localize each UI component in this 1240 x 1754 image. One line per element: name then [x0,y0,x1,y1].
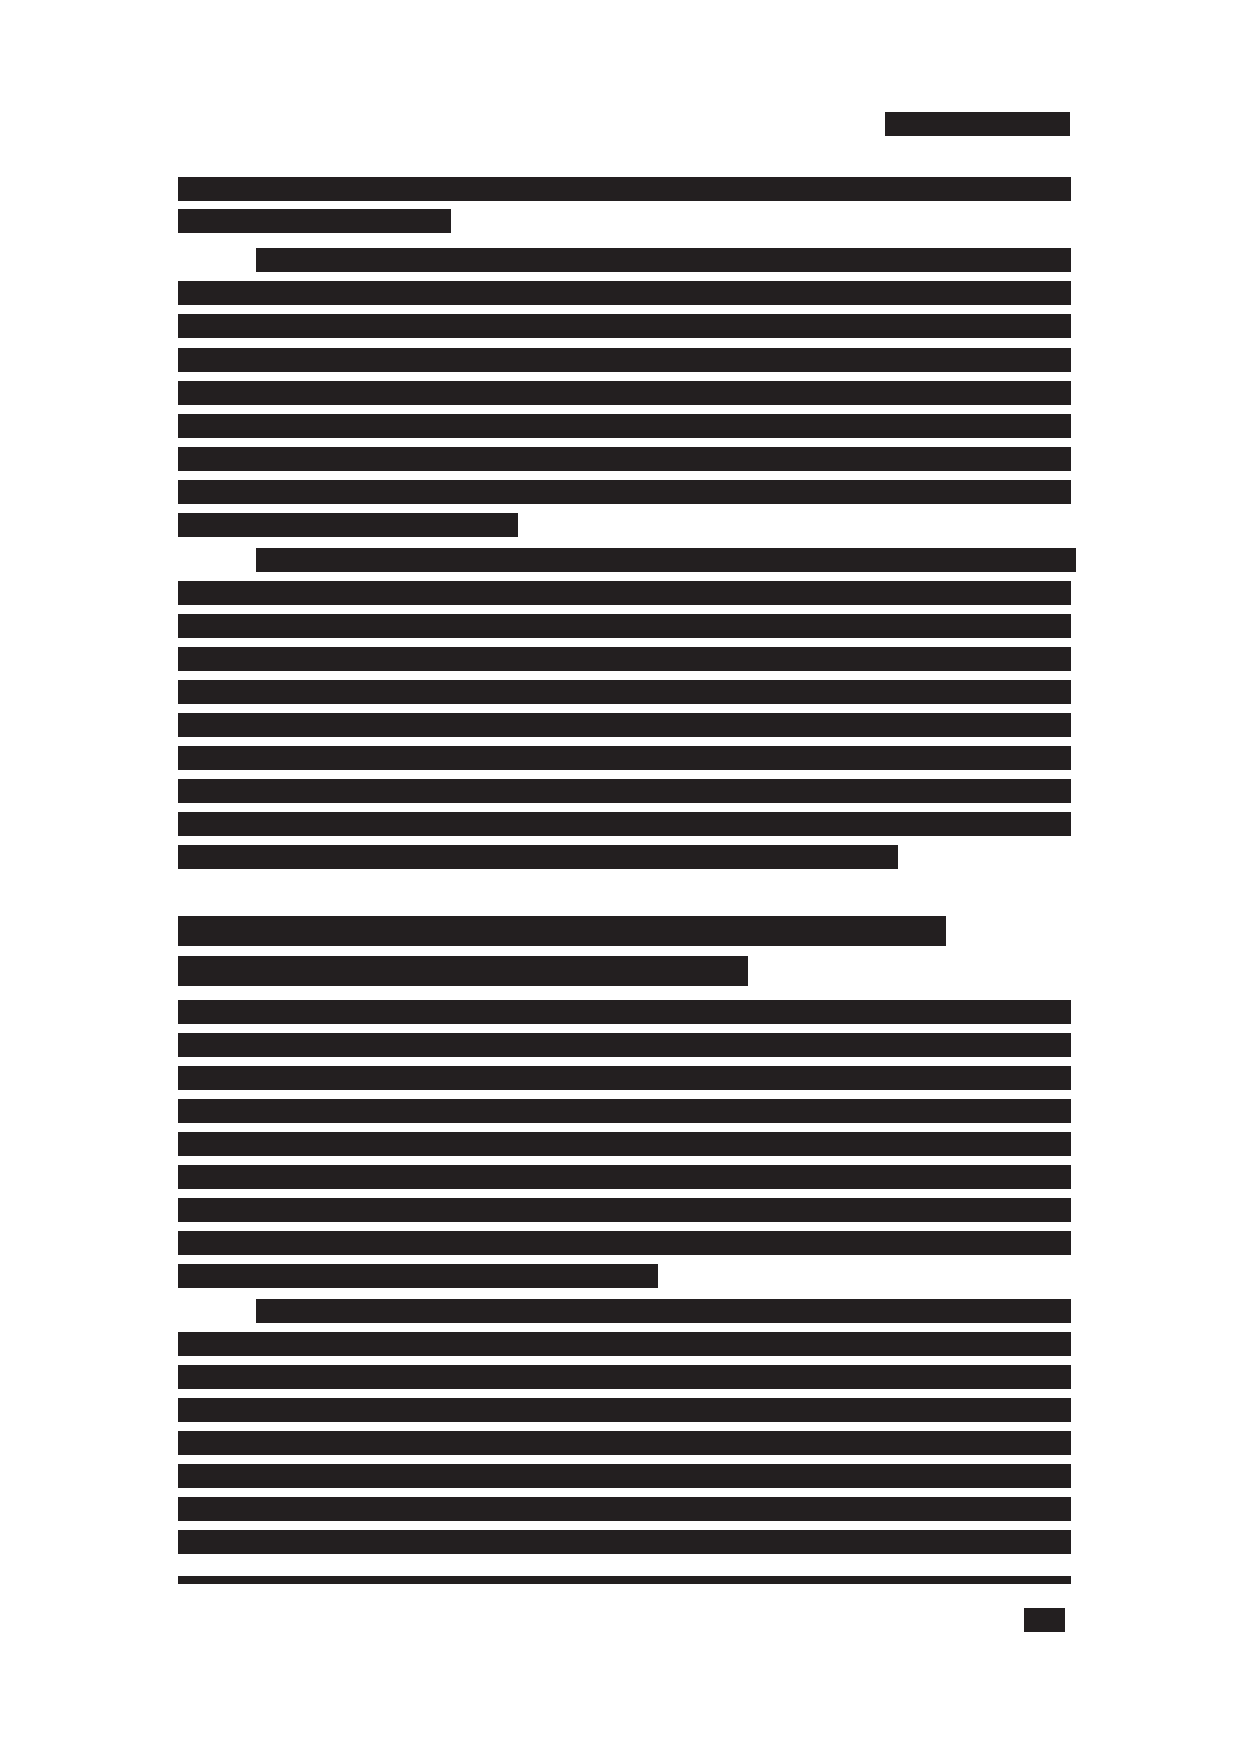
text-line [256,1299,1071,1323]
text-line [178,614,1071,638]
section-heading-line-1 [178,916,946,946]
text-line [178,1132,1071,1156]
page-number [1024,1608,1065,1632]
text-line [178,581,1071,605]
text-line [178,1264,658,1288]
text-line [178,314,1071,338]
text-line [178,779,1071,803]
text-line [178,177,1071,201]
text-line [178,381,1071,405]
text-line [178,713,1071,737]
footer-rule [178,1576,1071,1584]
text-line [178,1231,1071,1255]
text-line [178,480,1071,504]
text-line [178,513,518,537]
text-line [178,680,1071,704]
text-line [178,281,1071,305]
text-line [178,1365,1071,1389]
text-line [178,1066,1071,1090]
text-line [178,812,1071,836]
text-line [178,348,1071,372]
text-line [178,1198,1071,1222]
text-line [178,1398,1071,1422]
section-heading-line-2 [178,956,748,986]
text-line [178,1497,1071,1521]
text-line [178,414,1071,438]
text-line [256,248,1071,272]
text-line [178,1530,1071,1554]
text-line [178,1033,1071,1057]
text-line [178,746,1071,770]
running-header [885,112,1070,136]
text-line [178,845,898,869]
text-line [178,1464,1071,1488]
text-line [178,1099,1071,1123]
text-line [178,1332,1071,1356]
text-line [178,1000,1071,1024]
text-line [178,647,1071,671]
text-line [256,548,1076,572]
text-line [178,1165,1071,1189]
text-line [178,447,1071,471]
text-line [178,209,451,233]
text-line [178,1431,1071,1455]
